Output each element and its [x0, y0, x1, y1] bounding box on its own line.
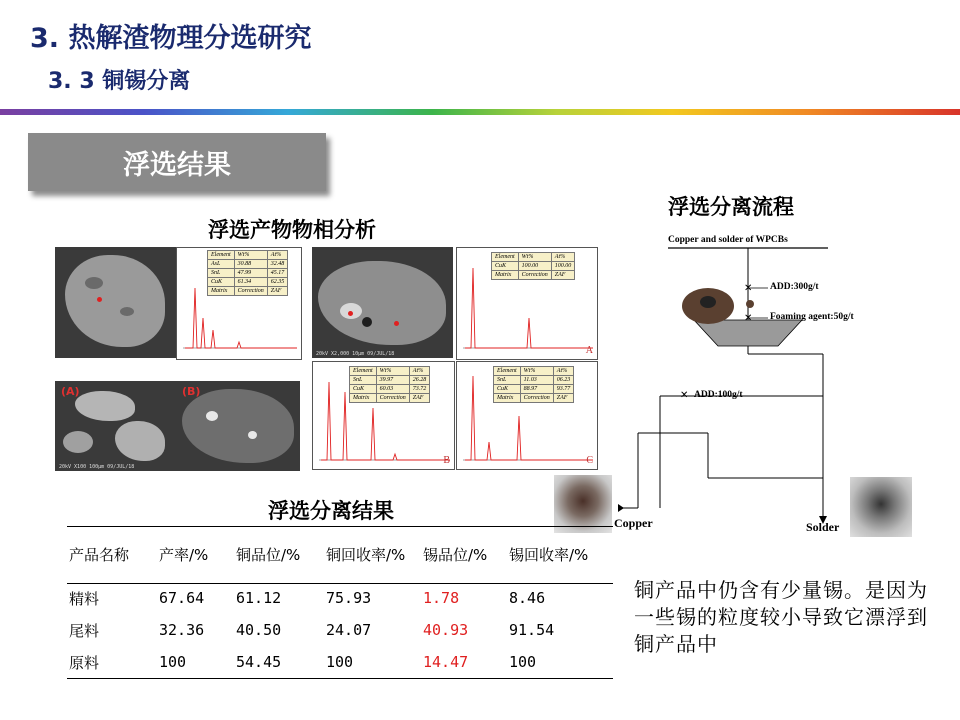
- table-cell: 40.93: [423, 621, 469, 639]
- col-header: 铜回收率/%: [326, 546, 406, 564]
- sem-label-b: (B): [182, 385, 201, 398]
- sem-image-b: [176, 381, 300, 471]
- rainbow-divider: [0, 109, 960, 115]
- col-header: 产品名称: [69, 546, 130, 564]
- svg-text:✕: ✕: [680, 390, 689, 401]
- eds-corner-label: C: [586, 455, 593, 466]
- result-data-table: [67, 527, 613, 678]
- flow-solder-label: Solder: [806, 520, 840, 534]
- eds-table-b: Element Wt% At% SnL 39.97 26.28 CuK 60.03 73.72 Matrix Correction ZAF: [349, 366, 430, 403]
- flow-add1-label: ADD:300g/t: [770, 282, 819, 292]
- table-cell: 14.47: [423, 653, 469, 671]
- table-cell: 尾料: [69, 621, 100, 640]
- eds-spectrum-b: [312, 361, 455, 470]
- eds-table-a: Element Wt% At% CuK 100.00 100.00 Matrix Correction ZAF: [491, 252, 575, 280]
- conclusion-note: 铜产品中仍含有少量锡。是因为一些锡的粒度较小导致它漂浮到铜产品中: [634, 578, 928, 656]
- solder-product-photo: [850, 477, 912, 537]
- col-header: 锡品位/%: [423, 546, 488, 564]
- page-subtitle: 3. 3 铜锡分离: [48, 69, 191, 94]
- copper-product-photo: [554, 475, 612, 533]
- eds-table-1: Element Wt% At% AsL 30.88 32.48 SnL 47.99 45.17 CuK 61.34 62.35 Matrix Correction ZAF: [207, 250, 288, 296]
- result-heading: 浮选分离结果: [268, 499, 394, 523]
- table-bottom-rule: [67, 678, 613, 679]
- table-cell: 61.12: [236, 589, 282, 607]
- sem-label-a: (A): [61, 385, 80, 398]
- flow-add2-label: ADD:100g/t: [694, 390, 743, 400]
- table-cell: 1.78: [423, 589, 460, 607]
- eds-corner-label: A: [585, 345, 593, 356]
- table-cell: 32.36: [159, 621, 205, 639]
- table-cell: 91.54: [509, 621, 555, 639]
- table-cell: 67.64: [159, 589, 205, 607]
- table-cell: 100: [159, 653, 187, 671]
- table-cell: 40.50: [236, 621, 282, 639]
- table-row: [67, 582, 613, 614]
- col-header: 锡回收率/%: [509, 546, 589, 564]
- flow-heading: 浮选分离流程: [668, 195, 794, 219]
- flow-copper-label: Copper: [614, 516, 653, 530]
- section-badge: 浮选结果: [28, 133, 326, 191]
- sem-image-1: [55, 247, 176, 358]
- table-cell: 原料: [69, 653, 100, 672]
- flow-foaming-label: Foaming agent:50g/t: [770, 312, 854, 322]
- svg-text:✕: ✕: [744, 283, 753, 294]
- table-cell: 100: [509, 653, 537, 671]
- table-cell: 54.45: [236, 653, 282, 671]
- eds-spectrum-1: [176, 247, 302, 360]
- svg-text:✕: ✕: [744, 313, 753, 324]
- eds-spectrum-c: [456, 361, 598, 470]
- sem-caption-2: 20kV X100 100µm 09/JUL/18: [59, 464, 135, 470]
- sem-caption-1: 20kV X2,000 10µm 09/JUL/18: [316, 351, 395, 357]
- table-header-rule: [67, 583, 613, 584]
- table-row: [67, 646, 613, 678]
- table-cell: 75.93: [326, 589, 372, 607]
- table-header-row: [67, 527, 613, 582]
- col-header: 产率/%: [159, 546, 209, 564]
- table-cell: 100: [326, 653, 354, 671]
- sem-image-a: [55, 381, 176, 471]
- phase-analysis-heading: 浮选产物物相分析: [208, 218, 376, 242]
- eds-corner-label: B: [443, 455, 450, 466]
- flow-top-label: Copper and solder of WPCBs: [668, 235, 788, 245]
- eds-spectrum-a: [456, 247, 598, 360]
- col-header: 铜品位/%: [236, 546, 301, 564]
- table-cell: 精料: [69, 589, 100, 608]
- flow-diagram: [608, 228, 948, 548]
- sem-image-2: [312, 247, 453, 358]
- page-title: 3. 热解渣物理分选研究: [30, 23, 312, 54]
- table-row: [67, 614, 613, 646]
- eds-table-c: Element Wt% At% SnL 11.03 06.23 CuK 88.97 93.77 Matrix Correction ZAF: [493, 366, 574, 403]
- table-cell: 24.07: [326, 621, 372, 639]
- table-cell: 8.46: [509, 589, 546, 607]
